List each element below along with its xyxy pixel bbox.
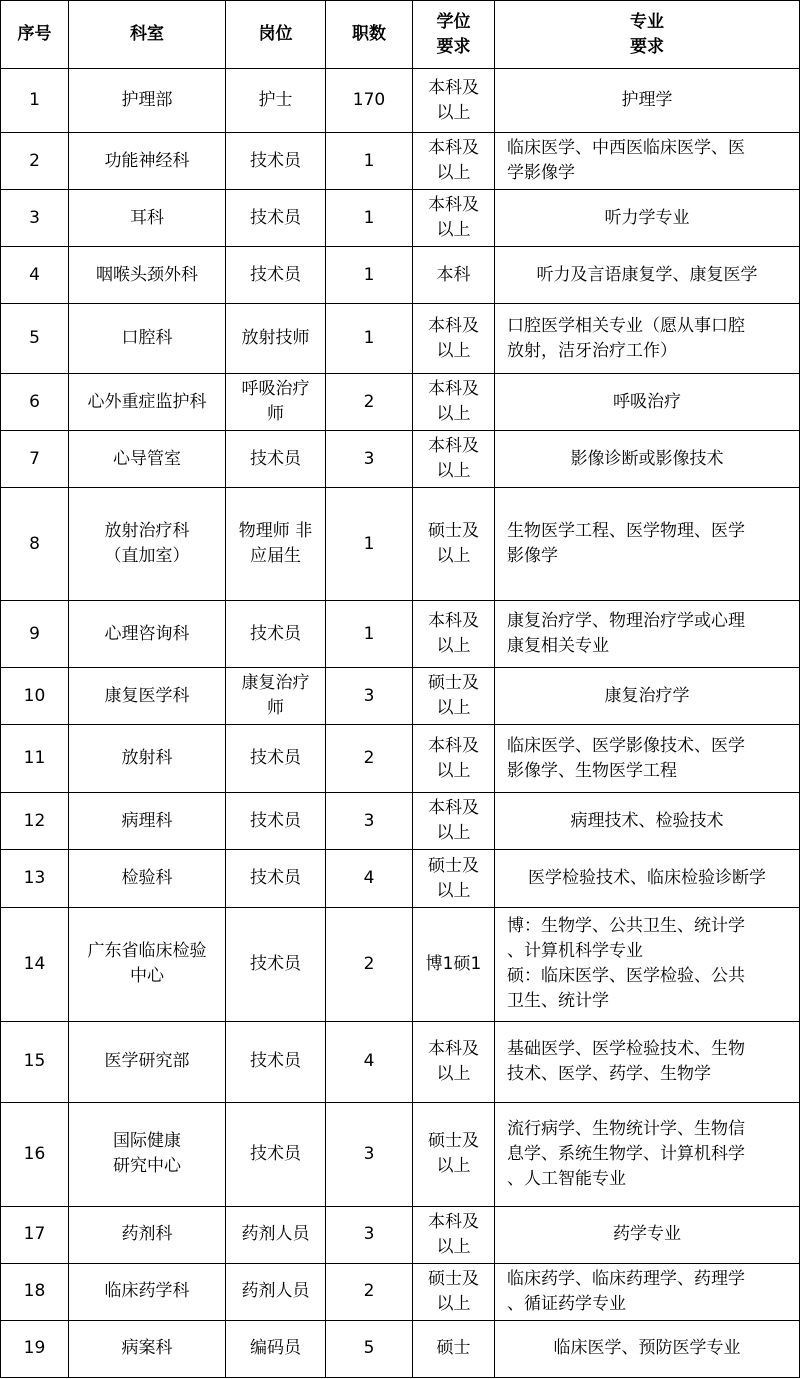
table-row bbox=[1, 850, 800, 907]
header-dept: 科室 bbox=[69, 1, 226, 69]
table-row bbox=[1, 601, 800, 668]
row-no: 18 bbox=[1, 1263, 69, 1320]
row-count: 3 bbox=[326, 1102, 413, 1206]
table-row bbox=[1, 431, 800, 488]
row-post: 药剂人员 bbox=[226, 1206, 326, 1263]
row-major: 护理学 bbox=[495, 69, 800, 133]
row-post: 技术员 bbox=[226, 601, 326, 668]
row-count: 2 bbox=[326, 1263, 413, 1320]
row-count: 3 bbox=[326, 1206, 413, 1263]
row-no: 12 bbox=[1, 793, 69, 850]
row-post: 技术员 bbox=[226, 431, 326, 488]
header-post: 岗位 bbox=[226, 1, 326, 69]
row-degree: 硕士及 以上 bbox=[413, 1102, 495, 1206]
row-major: 医学检验技术、临床检验诊断学 bbox=[495, 850, 800, 907]
row-degree: 本科及 以上 bbox=[413, 1021, 495, 1102]
row-count: 2 bbox=[326, 725, 413, 793]
row-major: 流行病学、生物统计学、生物信 息学、系统生物学、计算机科学 、人工智能专业 bbox=[495, 1102, 800, 1206]
row-count: 3 bbox=[326, 431, 413, 488]
table-row bbox=[1, 907, 800, 1021]
table-row bbox=[1, 793, 800, 850]
row-count: 3 bbox=[326, 793, 413, 850]
table-row bbox=[1, 133, 800, 190]
row-no: 6 bbox=[1, 374, 69, 431]
row-post: 技术员 bbox=[226, 133, 326, 190]
row-no: 7 bbox=[1, 431, 69, 488]
table-row bbox=[1, 488, 800, 601]
row-no: 15 bbox=[1, 1021, 69, 1102]
row-degree: 本科及 以上 bbox=[413, 304, 495, 374]
row-dept: 临床药学科 bbox=[69, 1263, 226, 1320]
row-count: 1 bbox=[326, 247, 413, 304]
row-count: 170 bbox=[326, 69, 413, 133]
row-post: 药剂人员 bbox=[226, 1263, 326, 1320]
row-dept: 医学研究部 bbox=[69, 1021, 226, 1102]
row-dept: 咽喉头颈外科 bbox=[69, 247, 226, 304]
row-dept: 病理科 bbox=[69, 793, 226, 850]
row-dept: 检验科 bbox=[69, 850, 226, 907]
row-no: 8 bbox=[1, 488, 69, 601]
row-no: 2 bbox=[1, 133, 69, 190]
header-no: 序号 bbox=[1, 1, 69, 69]
row-major: 病理技术、检验技术 bbox=[495, 793, 800, 850]
row-no: 13 bbox=[1, 850, 69, 907]
row-major: 临床医学、预防医学专业 bbox=[495, 1320, 800, 1377]
row-major: 基础医学、医学检验技术、生物 技术、医学、药学、生物学 bbox=[495, 1021, 800, 1102]
row-post: 技术员 bbox=[226, 1102, 326, 1206]
row-degree: 本科 bbox=[413, 247, 495, 304]
row-count: 5 bbox=[326, 1320, 413, 1377]
row-count: 1 bbox=[326, 133, 413, 190]
table-row bbox=[1, 247, 800, 304]
row-dept: 病案科 bbox=[69, 1320, 226, 1377]
row-dept: 广东省临床检验 中心 bbox=[69, 907, 226, 1021]
row-no: 9 bbox=[1, 601, 69, 668]
row-count: 1 bbox=[326, 488, 413, 601]
table-row bbox=[1, 668, 800, 725]
row-post: 放射技师 bbox=[226, 304, 326, 374]
row-degree: 硕士 bbox=[413, 1320, 495, 1377]
table-row bbox=[1, 374, 800, 431]
header-row bbox=[1, 1, 800, 69]
row-major: 影像诊断或影像技术 bbox=[495, 431, 800, 488]
row-major: 临床医学、医学影像技术、医学 影像学、生物医学工程 bbox=[495, 725, 800, 793]
row-no: 5 bbox=[1, 304, 69, 374]
row-post: 技术员 bbox=[226, 1021, 326, 1102]
row-degree: 博1硕1 bbox=[413, 907, 495, 1021]
table-row bbox=[1, 1102, 800, 1206]
row-degree: 本科及 以上 bbox=[413, 133, 495, 190]
row-major: 康复治疗学 bbox=[495, 668, 800, 725]
row-post: 呼吸治疗 师 bbox=[226, 374, 326, 431]
row-major: 听力及言语康复学、康复医学 bbox=[495, 247, 800, 304]
row-post: 技术员 bbox=[226, 793, 326, 850]
row-major: 临床医学、中西医临床医学、医 学影像学 bbox=[495, 133, 800, 190]
row-no: 17 bbox=[1, 1206, 69, 1263]
row-degree: 本科及 以上 bbox=[413, 601, 495, 668]
row-major: 药学专业 bbox=[495, 1206, 800, 1263]
table-row bbox=[1, 69, 800, 133]
row-dept: 放射治疗科 （直加室） bbox=[69, 488, 226, 601]
row-post: 技术员 bbox=[226, 725, 326, 793]
row-degree: 本科及 以上 bbox=[413, 1206, 495, 1263]
row-post: 康复治疗 师 bbox=[226, 668, 326, 725]
row-no: 4 bbox=[1, 247, 69, 304]
table-row bbox=[1, 304, 800, 374]
row-no: 19 bbox=[1, 1320, 69, 1377]
header-degree: 学位 要求 bbox=[413, 1, 495, 69]
row-count: 1 bbox=[326, 304, 413, 374]
row-dept: 放射科 bbox=[69, 725, 226, 793]
header-count: 职数 bbox=[326, 1, 413, 69]
row-dept: 护理部 bbox=[69, 69, 226, 133]
row-count: 4 bbox=[326, 1021, 413, 1102]
row-post: 编码员 bbox=[226, 1320, 326, 1377]
table-row bbox=[1, 190, 800, 247]
row-no: 14 bbox=[1, 907, 69, 1021]
row-dept: 功能神经科 bbox=[69, 133, 226, 190]
row-major: 生物医学工程、医学物理、医学 影像学 bbox=[495, 488, 800, 601]
row-degree: 本科及 以上 bbox=[413, 69, 495, 133]
row-major: 听力学专业 bbox=[495, 190, 800, 247]
row-dept: 心外重症监护科 bbox=[69, 374, 226, 431]
row-count: 1 bbox=[326, 601, 413, 668]
row-degree: 本科及 以上 bbox=[413, 431, 495, 488]
table-row bbox=[1, 725, 800, 793]
row-degree: 本科及 以上 bbox=[413, 725, 495, 793]
row-major: 口腔医学相关专业（愿从事口腔 放射，洁牙治疗工作） bbox=[495, 304, 800, 374]
row-post: 物理师 非 应届生 bbox=[226, 488, 326, 601]
row-count: 2 bbox=[326, 374, 413, 431]
row-dept: 口腔科 bbox=[69, 304, 226, 374]
row-dept: 心理咨询科 bbox=[69, 601, 226, 668]
row-degree: 本科及 以上 bbox=[413, 190, 495, 247]
row-degree: 本科及 以上 bbox=[413, 374, 495, 431]
row-count: 3 bbox=[326, 668, 413, 725]
row-post: 技术员 bbox=[226, 247, 326, 304]
table-row bbox=[1, 1206, 800, 1263]
row-post: 技术员 bbox=[226, 907, 326, 1021]
row-dept: 国际健康 研究中心 bbox=[69, 1102, 226, 1206]
row-count: 2 bbox=[326, 907, 413, 1021]
row-post: 护士 bbox=[226, 69, 326, 133]
row-dept: 心导管室 bbox=[69, 431, 226, 488]
row-dept: 康复医学科 bbox=[69, 668, 226, 725]
row-no: 3 bbox=[1, 190, 69, 247]
row-major: 临床药学、临床药理学、药理学 、循证药学专业 bbox=[495, 1263, 800, 1320]
row-post: 技术员 bbox=[226, 190, 326, 247]
row-degree: 本科及 以上 bbox=[413, 793, 495, 850]
table-row bbox=[1, 1320, 800, 1377]
table-row bbox=[1, 1021, 800, 1102]
row-major: 呼吸治疗 bbox=[495, 374, 800, 431]
row-count: 4 bbox=[326, 850, 413, 907]
row-dept: 药剂科 bbox=[69, 1206, 226, 1263]
row-major: 康复治疗学、物理治疗学或心理 康复相关专业 bbox=[495, 601, 800, 668]
row-count: 1 bbox=[326, 190, 413, 247]
row-degree: 硕士及 以上 bbox=[413, 488, 495, 601]
row-degree: 硕士及 以上 bbox=[413, 1263, 495, 1320]
row-no: 10 bbox=[1, 668, 69, 725]
row-no: 16 bbox=[1, 1102, 69, 1206]
row-no: 1 bbox=[1, 69, 69, 133]
table-row bbox=[1, 1263, 800, 1320]
row-dept: 耳科 bbox=[69, 190, 226, 247]
row-degree: 硕士及 以上 bbox=[413, 668, 495, 725]
row-no: 11 bbox=[1, 725, 69, 793]
row-post: 技术员 bbox=[226, 850, 326, 907]
row-major: 博：生物学、公共卫生、统计学 、计算机科学专业 硕：临床医学、医学检验、公共 卫生、统计学 bbox=[495, 907, 800, 1021]
header-major: 专业 要求 bbox=[495, 1, 800, 69]
row-degree: 硕士及 以上 bbox=[413, 850, 495, 907]
